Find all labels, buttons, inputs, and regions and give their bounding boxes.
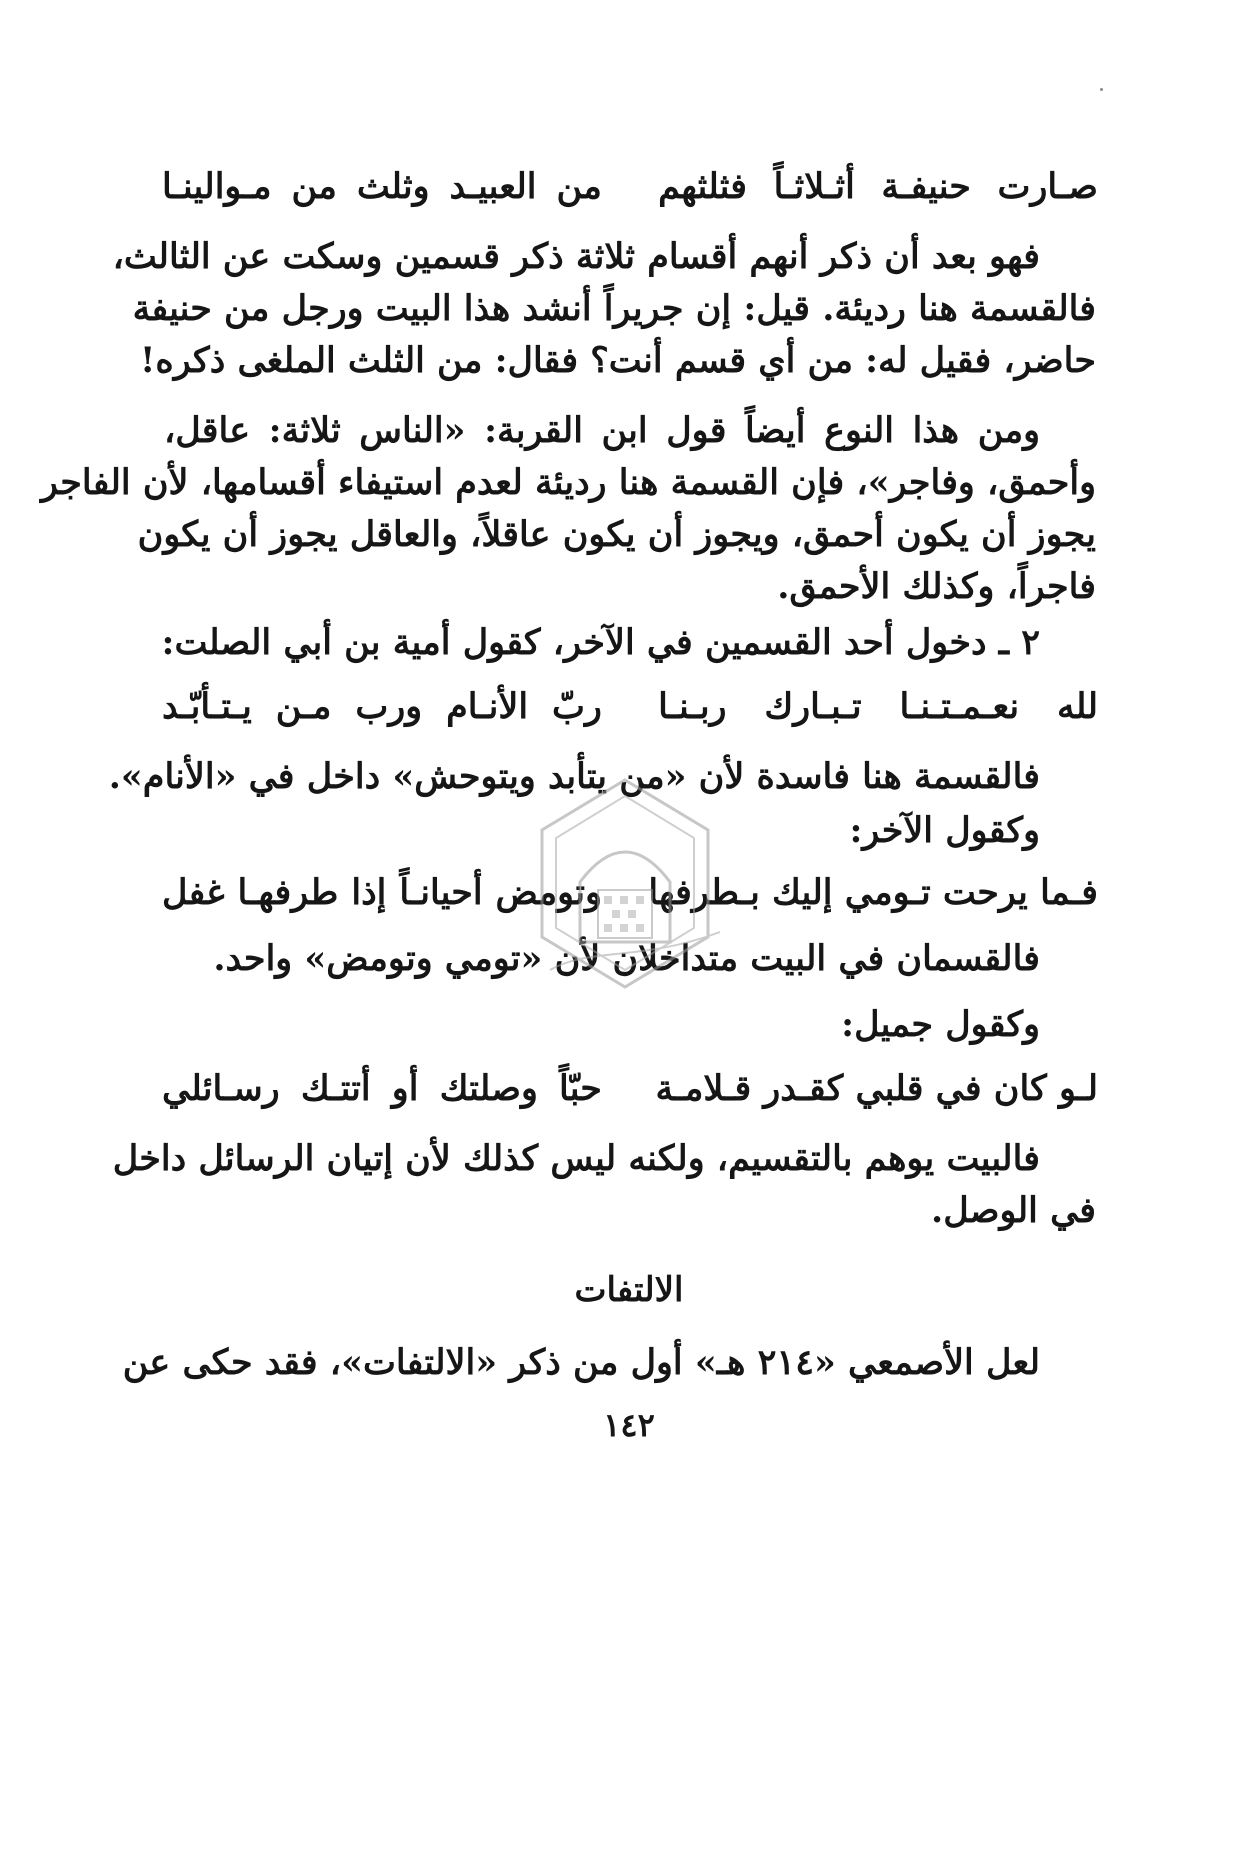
paragraph-7-line-1: فالبيت يوهم بالتقسيم، ولكنه ليس كذلك لأن إتيان الرسائل داخل — [112, 1138, 1040, 1179]
verse-4-second-hemistich: حبّاً وصلتك أو أتتـك رسـائلي — [162, 1068, 602, 1109]
verse-4-first-hemistich: لـو كان في قلبي كقـدر قـلامـة — [655, 1068, 1098, 1109]
section-heading: الالتفات — [574, 1270, 684, 1310]
paragraph-5: فالقسمان في البيت متداخلان لأن «تومي وتومض» واحد. — [213, 938, 1040, 979]
verse-line-2 — [162, 688, 1098, 727]
paragraph-2-line-3: يجوز أن يكون أحمق، ويجوز أن يكون عاقلاً، والعاقل يجوز أن يكون — [137, 514, 1096, 555]
verse-3-second-hemistich: وتومض أحيانـاً إذا طرفهـا غفل — [162, 872, 602, 913]
verse-line-1 — [162, 168, 1098, 207]
verse-2-second-hemistich: ربّ الأنـام ورب مـن يـتـأبّـد — [162, 686, 602, 727]
verse-line-4 — [162, 1070, 1098, 1109]
verse-1-first-hemistich: صـارت حنيفـة أثـلاثـاً فثلثهم — [658, 166, 1098, 207]
paragraph-1-line-2: فالقسمة هنا رديئة. قيل: إن جريراً أنشد هذا البيت ورجل من حنيفة — [132, 288, 1096, 329]
paragraph-2-line-2: وأحمق، وفاجر»، فإن القسمة هنا رديئة لعدم استيفاء أقسامها، لأن الفاجر — [40, 462, 1096, 503]
paragraph-4: وكقول الآخر: — [849, 810, 1040, 851]
paragraph-8: لعل الأصمعي «٢١٤ هـ» أول من ذكر «الالتفات»، فقد حكى عن — [122, 1342, 1040, 1383]
library-watermark-stamp — [520, 772, 730, 1002]
numbered-item-2: ٢ ـ دخول أحد القسمين في الآخر، كقول أمية بن أبي الصلت: — [161, 622, 1040, 663]
paragraph-6: وكقول جميل: — [841, 1004, 1040, 1045]
verse-2-first-hemistich: لله نعـمـتـنـا تـبـارك ربـنـا — [658, 686, 1098, 727]
paragraph-1-line-3: حاضر، فقيل له: من أي قسم أنت؟ فقال: من الثلث الملغى ذكره! — [140, 340, 1096, 381]
paragraph-2-line-4: فاجراً، وكذلك الأحمق. — [777, 566, 1096, 607]
paragraph-2-line-1: ومن هذا النوع أيضاً قول ابن القربة: «الناس ثلاثة: عاقل، — [164, 410, 1040, 451]
paragraph-3: فالقسمة هنا فاسدة لأن «من يتأبد ويتوحش» داخل في «الأنام». — [108, 756, 1040, 797]
verse-1-second-hemistich: من العبيـد وثلث من مـوالينـا — [162, 166, 602, 207]
verse-3-first-hemistich: فـما يرحت تـومي إليك بـطرفها — [648, 872, 1098, 913]
paragraph-7-line-2: في الوصل. — [931, 1190, 1096, 1231]
page-number: ١٤٢ — [603, 1406, 655, 1444]
paragraph-1-line-1: فهو بعد أن ذكر أنهم أقسام ثلاثة ذكر قسمين وسكت عن الثالث، — [112, 236, 1040, 277]
scan-speck — [1100, 88, 1103, 91]
